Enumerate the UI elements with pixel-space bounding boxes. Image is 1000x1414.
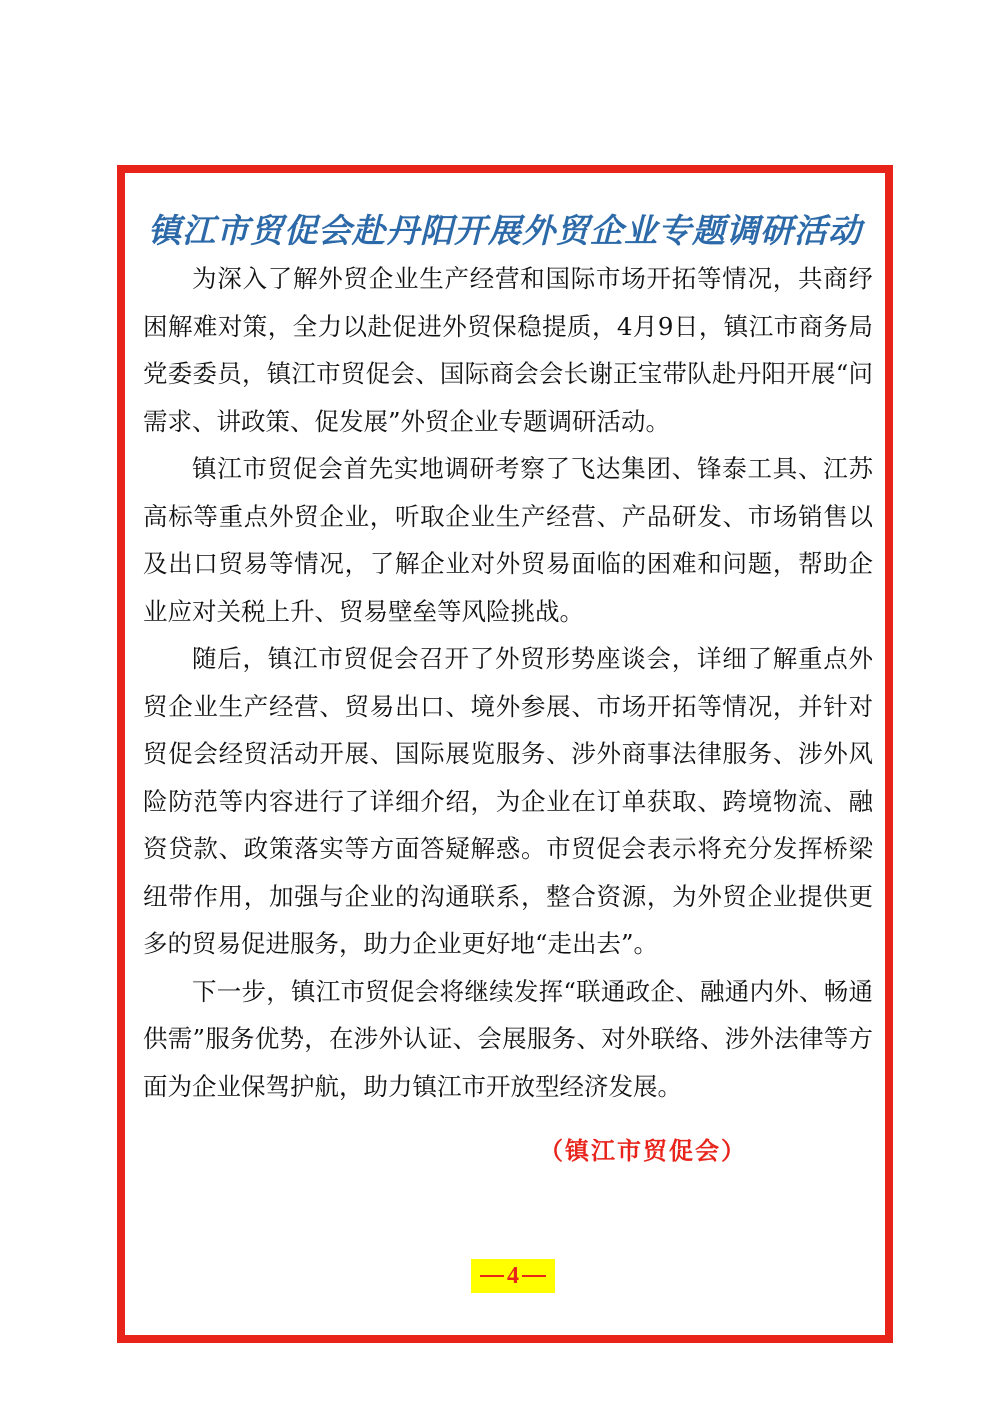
paragraph-4: 下一步，镇江市贸促会将继续发挥“联通政企、融通内外、畅通供需”服务优势，在涉外认证、会展服务、对外联络、涉外法律等方面为企业保驾护航，助力镇江市开放型经济发展。 [143,976,873,1101]
page-border-frame [117,165,893,1343]
paragraph-1: 为深入了解外贸企业生产经营和国际市场开拓等情况，共商纾困解难对策，全力以赴促进外贸保稳提质，4月9日，镇江市商务局党委委员，镇江市贸促会、国际商会会长谢正宝带队赴丹阳开展“问需求、讲政策、促发展”外贸企业专题调研活动。 [143,264,873,436]
dash-right [522,1275,546,1277]
dash-left [480,1275,504,1277]
article-body [143,255,873,1110]
paragraph-2: 镇江市贸促会首先实地调研考察了飞达集团、锋泰工具、江苏高标等重点外贸企业，听取企业生产经营、产品研发、市场销售以及出口贸易等情况，了解企业对外贸易面临的困难和问题，帮助企业应对关税上升、贸易壁垒等风险挑战。 [143,454,873,626]
page-number: 4 [507,1263,519,1289]
paragraph-3: 随后，镇江市贸促会召开了外贸形势座谈会，详细了解重点外贸企业生产经营、贸易出口、境外参展、市场开拓等情况，并针对贸促会经贸活动开展、国际展览服务、涉外商事法律服务、涉外风险防范等内容进行了详细介绍，为企业在订单获取、跨境物流、融资贷款、政策落实等方面答疑解惑。市贸促会表示将充分发挥桥梁纽带作用，加强与企业的沟通联系，整合资源，为外贸企业提供更多的贸易促进服务，助力企业更好地“走出去”。 [143,644,873,958]
article-title: 镇江市贸促会赴丹阳开展外贸企业专题调研活动 [148,211,862,250]
article-source: （镇江市贸促会） [539,1136,747,1165]
page-number-badge [471,1259,555,1293]
